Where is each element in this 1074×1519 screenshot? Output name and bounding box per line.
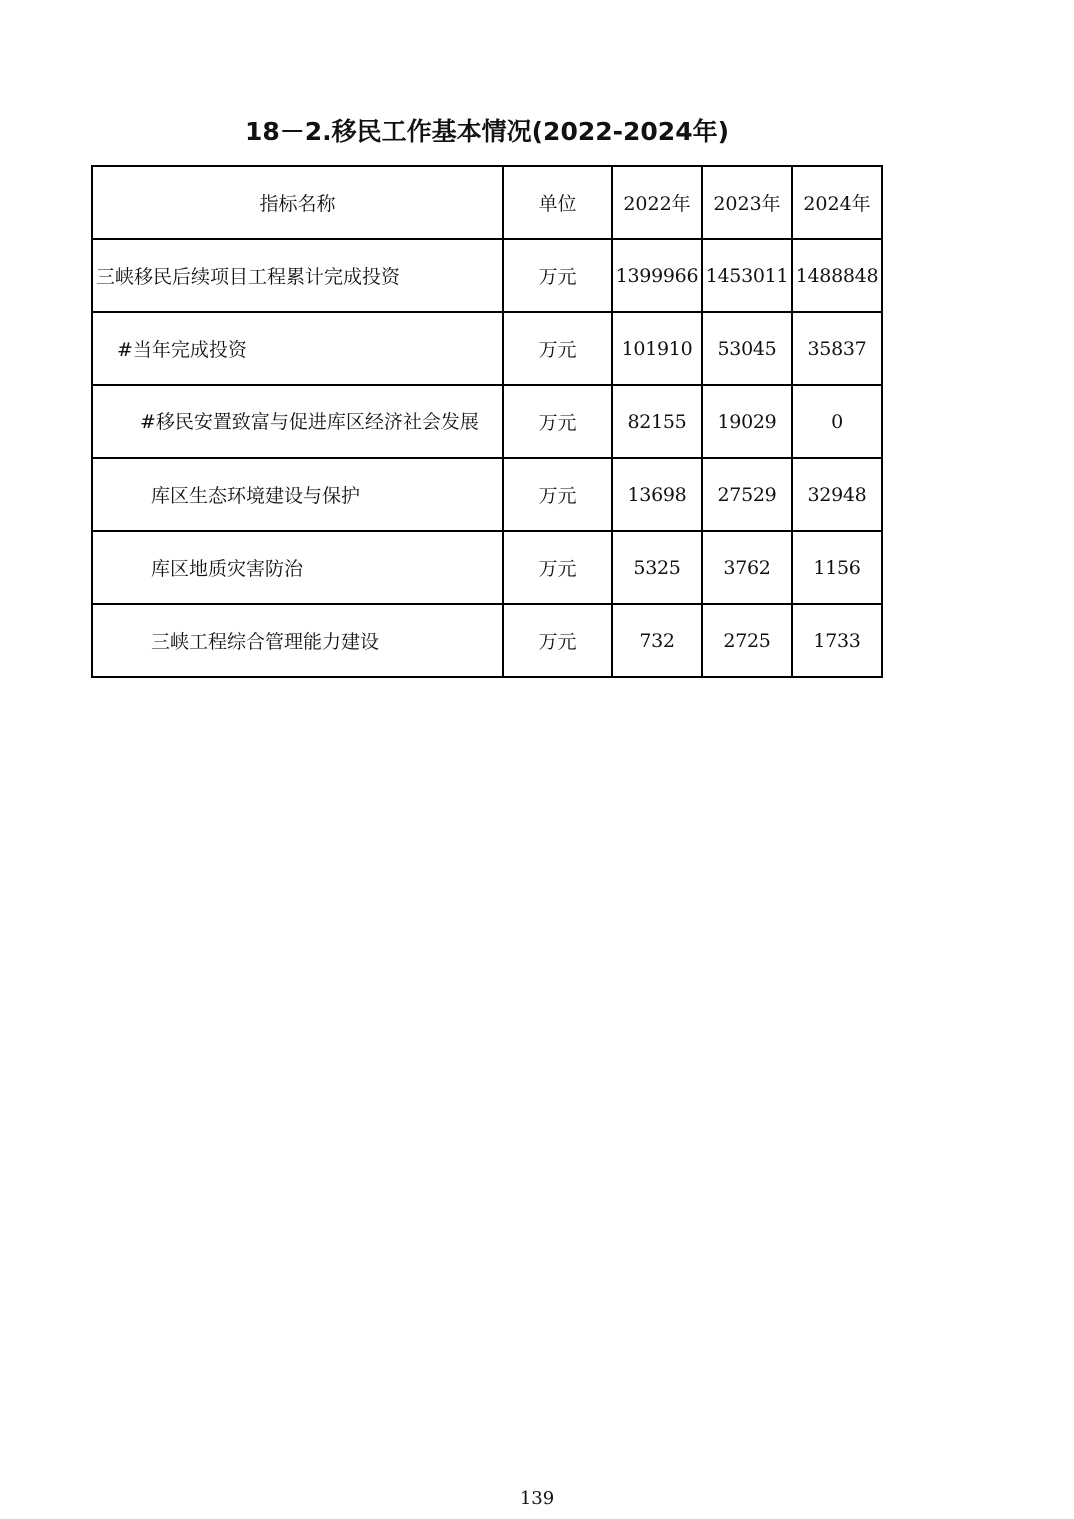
row-value-2022: 13698 (612, 458, 702, 531)
header-indicator-name: 指标名称 (92, 166, 503, 239)
page-number: 139 (519, 1488, 555, 1509)
row-value-2024: 32948 (792, 458, 882, 531)
row-value-2022: 1399966 (612, 239, 702, 312)
page-title: 18－2.移民工作基本情况(2022-2024年) (244, 117, 730, 146)
row-value-2024: 1488848 (792, 239, 882, 312)
row-unit: 万元 (503, 239, 612, 312)
table-row (92, 312, 882, 385)
row-unit: 万元 (503, 458, 612, 531)
row-unit: 万元 (503, 385, 612, 458)
row-name: 三峡工程综合管理能力建设 (92, 604, 503, 677)
table-row (92, 531, 882, 604)
row-name: #当年完成投资 (92, 312, 503, 385)
row-value-2023: 1453011 (702, 239, 792, 312)
table-row (92, 239, 882, 312)
row-value-2024: 35837 (792, 312, 882, 385)
row-value-2023: 53045 (702, 312, 792, 385)
row-value-2024: 0 (792, 385, 882, 458)
data-table (91, 165, 883, 678)
row-value-2022: 5325 (612, 531, 702, 604)
row-unit: 万元 (503, 531, 612, 604)
row-unit: 万元 (503, 604, 612, 677)
row-value-2023: 3762 (702, 531, 792, 604)
table-row (92, 385, 882, 458)
row-name: #移民安置致富与促进库区经济社会发展 (92, 385, 503, 458)
row-value-2023: 27529 (702, 458, 792, 531)
header-year-2023: 2023年 (702, 166, 792, 239)
row-value-2024: 1733 (792, 604, 882, 677)
row-name: 库区生态环境建设与保护 (92, 458, 503, 531)
row-value-2022: 101910 (612, 312, 702, 385)
table-row (92, 604, 882, 677)
row-value-2022: 732 (612, 604, 702, 677)
row-unit: 万元 (503, 312, 612, 385)
row-name: 三峡移民后续项目工程累计完成投资 (92, 239, 503, 312)
row-value-2024: 1156 (792, 531, 882, 604)
table-row (92, 458, 882, 531)
header-year-2022: 2022年 (612, 166, 702, 239)
row-value-2023: 19029 (702, 385, 792, 458)
header-unit: 单位 (503, 166, 612, 239)
row-value-2023: 2725 (702, 604, 792, 677)
row-name: 库区地质灾害防治 (92, 531, 503, 604)
header-year-2024: 2024年 (792, 166, 882, 239)
table-header-row (92, 166, 882, 239)
row-value-2022: 82155 (612, 385, 702, 458)
